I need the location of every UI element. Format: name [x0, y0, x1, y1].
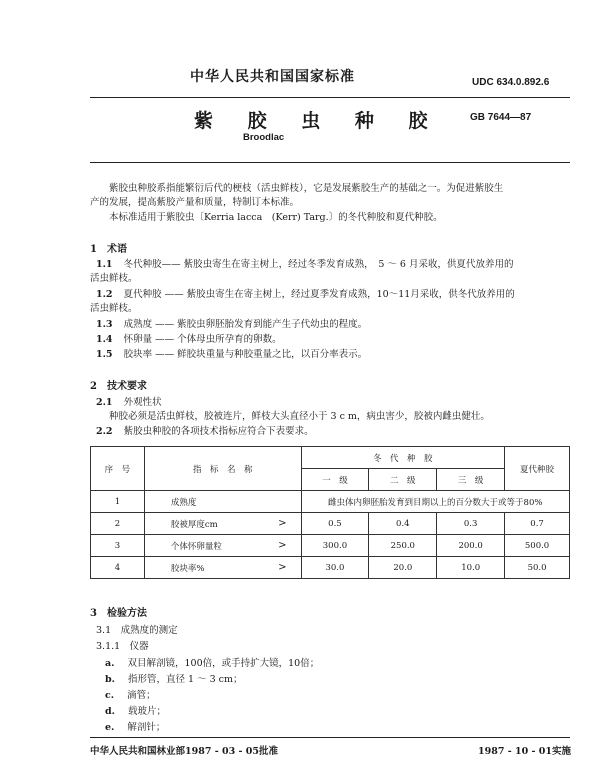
col-header-grade-2: 二 级	[369, 469, 437, 491]
grade-3-value: 200.0	[437, 535, 505, 557]
grade-2-value: 0.4	[369, 513, 437, 535]
term-text: 怀卵量 —— 个体母虫所孕育的卵数。	[123, 334, 282, 345]
table-row	[91, 491, 570, 513]
grade-3-value: 10.0	[437, 557, 505, 579]
list-text: 解剖针；	[127, 722, 166, 733]
indicator-name: 成熟度	[144, 491, 301, 513]
gb-number: GB 7644—87	[470, 112, 532, 123]
col-header-grade-3: 三 级	[437, 469, 505, 491]
table-row	[91, 535, 570, 557]
list-letter: a.	[105, 658, 115, 669]
grade-1-value: 300.0	[301, 535, 369, 557]
col-header-name: 指 标 名 称	[144, 447, 301, 491]
indicator-name: 个体怀卵量粒	[170, 541, 222, 552]
min-symbol: >	[278, 517, 287, 529]
approval-note: 中华人民共和国林业部1987 - 03 - 05批准	[90, 746, 278, 757]
col-header-summer: 夏代种胶	[505, 447, 570, 491]
term-1-1-cont: 活虫鲜枝。	[90, 273, 138, 284]
term-number: 1.5	[96, 349, 113, 360]
list-text: 指形管，直径 1 ～ 3 cm；	[127, 674, 243, 685]
col-header-grade-1: 一 级	[301, 469, 369, 491]
footer-divider	[90, 737, 570, 738]
section-1-heading: 1 术语	[90, 244, 127, 255]
row-number: 4	[91, 557, 145, 579]
list-text: 双目解剖镜，100倍，或手持扩大镜，10倍；	[127, 658, 320, 669]
intro-line-1: 紫胶虫种胶系指能繁衍后代的梗枝（活虫鲜枝），它是发展紫胶生产的基础之一。为促进紫胶生	[109, 183, 504, 194]
table-row	[91, 557, 570, 579]
list-letter: c.	[105, 690, 115, 701]
summer-value: 50.0	[505, 557, 570, 579]
indicator-name: 胶被厚度cm	[170, 519, 218, 530]
list-item	[105, 719, 165, 733]
title-divider	[90, 162, 570, 163]
row-number: 2	[91, 513, 145, 535]
list-item	[105, 703, 166, 717]
list-item	[105, 671, 242, 685]
term-1-2-cont: 活虫鲜枝。	[90, 303, 138, 314]
row-number: 3	[91, 535, 145, 557]
intro-line-2: 产的发展，提高紫胶产量和质量，特制订本标准。	[90, 197, 300, 208]
term-number: 1.4	[96, 334, 113, 345]
col-header-no: 序 号	[91, 447, 145, 491]
term-1-3	[96, 318, 367, 332]
indicator-cell	[144, 513, 301, 535]
table-row	[91, 513, 570, 535]
clause-2-1-text: 种胶必须是活虫鲜枝，胶被连片，鲜枝大头直径小于 3 c m，病虫害少，胶被内雌虫健壮。	[109, 411, 490, 422]
term-text: 夏代种胶 —— 紫胶虫寄生在寄主树上，经过夏季发育成熟，10～11月采收，供冬代放养用的	[123, 289, 515, 300]
term-1-2	[96, 288, 515, 302]
udc-number: UDC 634.0.892.6	[472, 77, 550, 88]
indicator-cell	[144, 535, 301, 557]
term-number: 1.1	[96, 259, 113, 270]
list-letter: d.	[105, 706, 115, 717]
section-3-heading: 3 检验方法	[90, 608, 147, 619]
term-text: 胶块率 —— 鲜胶块重量与种胶重量之比，以百分率表示。	[123, 349, 368, 360]
grade-1-value: 30.0	[301, 557, 369, 579]
grade-1-value: 0.5	[301, 513, 369, 535]
standard-title: 中华人民共和国国家标准	[190, 69, 355, 85]
clause-3-1-1: 3.1.1 仪器	[96, 641, 149, 652]
clause-title: 外观性状	[123, 397, 162, 408]
section-2-heading: 2 技术要求	[90, 381, 147, 392]
list-letter: e.	[105, 722, 115, 733]
list-text: 滴管；	[127, 690, 156, 701]
indicator-name: 胶块率%	[170, 563, 205, 574]
spec-table	[90, 446, 570, 579]
header-divider	[90, 97, 570, 98]
clause-3-1: 3.1 成熟度的测定	[96, 625, 178, 636]
term-1-5	[96, 348, 367, 362]
summer-value: 500.0	[505, 535, 570, 557]
term-1-4	[96, 333, 282, 347]
col-header-winter: 冬 代 种 胶	[301, 447, 505, 469]
indicator-cell	[144, 557, 301, 579]
list-item	[105, 655, 319, 669]
term-number: 1.3	[96, 319, 113, 330]
clause-text: 紫胶虫种胶的各项技术指标应符合下表要求。	[123, 426, 314, 437]
list-letter: b.	[105, 674, 115, 685]
term-1-1	[96, 258, 513, 272]
term-text: 冬代种胶—— 紫胶虫寄生在寄主树上，经过冬季发育成熟， 5 ～ 6 月采收，供夏代放养用的	[123, 259, 514, 270]
clause-number: 2.2	[96, 426, 113, 437]
grade-2-value: 20.0	[369, 557, 437, 579]
list-item	[105, 687, 156, 701]
row-number: 1	[91, 491, 145, 513]
clause-number: 2.1	[96, 397, 113, 408]
term-number: 1.2	[96, 289, 113, 300]
grade-3-value: 0.3	[437, 513, 505, 535]
clause-2-1	[96, 396, 162, 410]
english-title: Broodlac	[243, 132, 285, 143]
min-symbol: >	[278, 539, 287, 551]
effective-date: 1987 - 10 - 01实施	[478, 746, 571, 757]
maturity-requirement: 雌虫体内卵胚胎发育到目期以上的百分数大于或等于80%	[301, 491, 569, 513]
intro-scope: 本标准适用于紫胶虫〔Kerria lacca (Kerr) Targ.〕的冬代种胶和夏代种胶。	[109, 212, 443, 223]
term-text: 成熟度 —— 紫胶虫卵胚胎发育到能产生子代幼虫的程度。	[123, 319, 368, 330]
document-title: 紫 胶 虫 种 胶	[194, 110, 442, 132]
grade-2-value: 250.0	[369, 535, 437, 557]
min-symbol: >	[278, 561, 287, 573]
list-text: 载玻片；	[127, 706, 166, 717]
summer-value: 0.7	[505, 513, 570, 535]
clause-2-2	[96, 425, 314, 439]
